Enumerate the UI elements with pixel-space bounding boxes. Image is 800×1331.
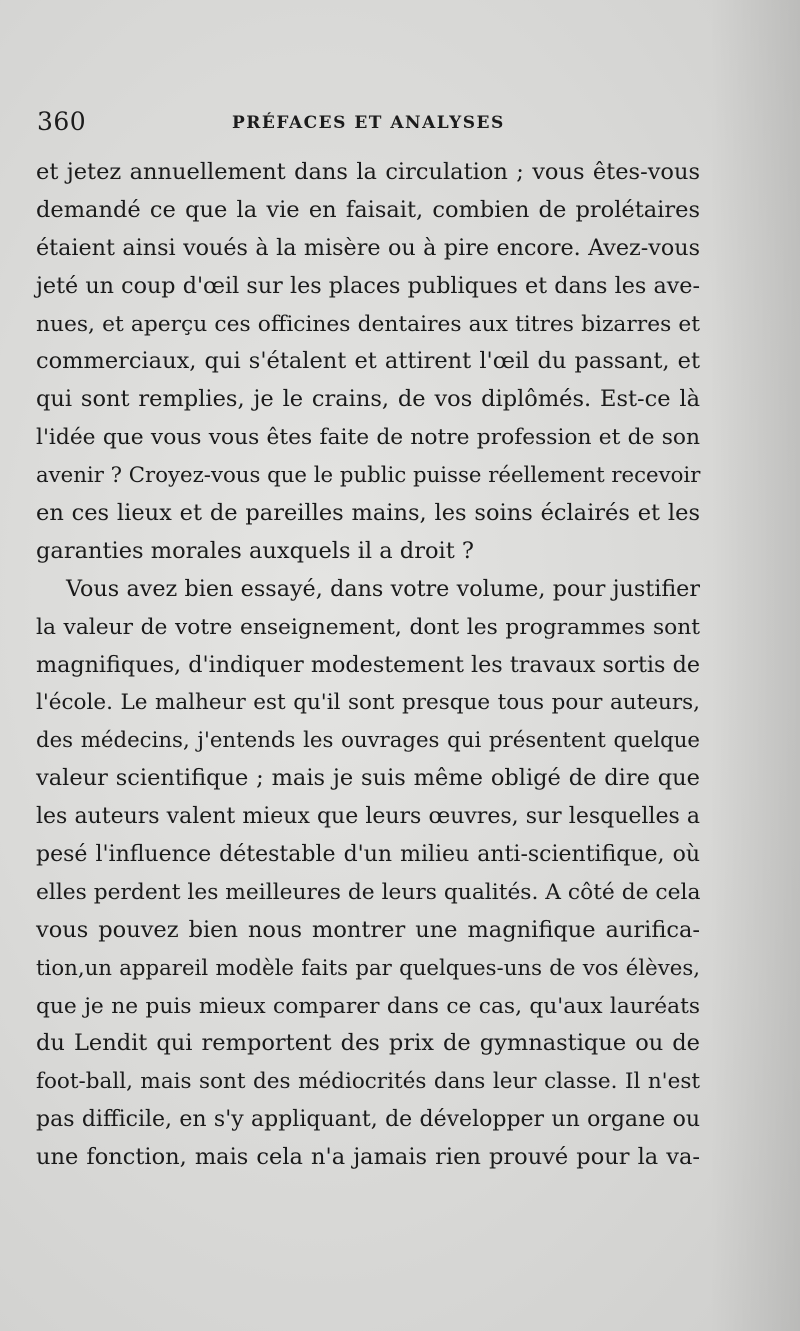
text-line: magnifiques, d'indiquer modestement les travaux sortis de — [36, 651, 700, 678]
text-line: l'idée que vous vous êtes faite de notre profession et de son — [36, 425, 700, 451]
text-line: en ces lieux et de pareilles mains, les soins éclairés et les — [36, 500, 700, 527]
text-line: foot-ball, mais sont des médiocrités dans leur classe. Il n'est — [36, 1069, 700, 1095]
text-line: l'école. Le malheur est qu'il sont presque tous pour auteurs, — [36, 690, 700, 716]
text-line: pas difficile, en s'y appliquant, de développer un organe ou — [36, 1107, 700, 1133]
text-line: des médecins, j'entends les ouvrages qui présentent quelque — [36, 728, 700, 754]
text-line: garanties morales auxquels il a droit ? — [36, 537, 474, 564]
text-line: nues, et aperçu ces officines dentaires aux titres bizarres et — [36, 311, 700, 337]
text-line: commerciaux, qui s'étalent et attirent l'œil du passant, et — [36, 348, 700, 375]
paragraph-2 — [36, 571, 700, 1177]
text-line: demandé ce que la vie en faisait, combien de prolétaires — [36, 196, 700, 223]
text-line: valeur scientifique ; mais je suis même obligé de dire que — [36, 765, 700, 792]
text-line: pesé l'influence détestable d'un milieu anti-scientifique, où — [36, 842, 700, 868]
text-line: que je ne puis mieux comparer dans ce cas, qu'aux lauréats — [36, 993, 700, 1019]
text-line: du Lendit qui remportent des prix de gymnastique ou de — [36, 1030, 700, 1057]
text-line: elles perdent les meilleures de leurs qualités. A côté de cela — [36, 879, 701, 905]
body-text — [36, 154, 700, 1177]
running-title: PRÉFACES ET ANALYSES — [232, 113, 505, 133]
page-header — [37, 107, 697, 147]
text-line: vous pouvez bien nous montrer une magnifique aurifica- — [36, 916, 700, 943]
text-line: étaient ainsi voués à la misère ou à pire encore. Avez-vous — [36, 234, 700, 261]
text-line: une fonction, mais cela n'a jamais rien prouvé pour la va- — [36, 1144, 700, 1171]
text-line: et jetez annuellement dans la circulation ; vous êtes-vous — [36, 159, 700, 185]
text-line: les auteurs valent mieux que leurs œuvres, sur lesquelles a — [36, 804, 700, 830]
text-line: Vous avez bien essayé, dans votre volume, pour justifier — [66, 575, 700, 602]
paragraph-1 — [36, 154, 700, 571]
text-line: tion,un appareil modèle faits par quelques-uns de vos élèves, — [36, 955, 700, 981]
text-line: jeté un coup d'œil sur les places publiques et dans les ave- — [36, 272, 700, 299]
text-line: avenir ? Croyez-vous que le public puisse réellement recevoir — [36, 463, 701, 489]
text-line: la valeur de votre enseignement, dont les programmes sont — [36, 614, 700, 640]
text-line: qui sont remplies, je le crains, de vos diplômés. Est-ce là — [36, 386, 700, 413]
page-number: 360 — [37, 107, 87, 136]
